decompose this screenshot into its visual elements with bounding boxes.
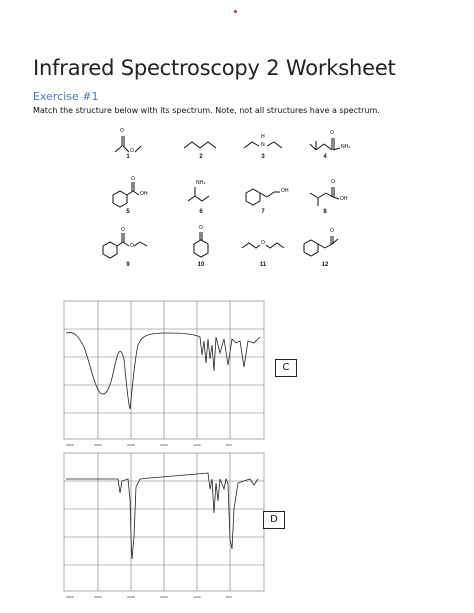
spectrum-c-label: C bbox=[275, 359, 297, 377]
svg-text:2000: 2000 bbox=[127, 443, 135, 447]
atom-label: O bbox=[330, 130, 334, 136]
svg-text:1600: 1600 bbox=[160, 595, 168, 599]
instructions: Match the structure below with its spectrum. Note, not all structures have a spectrum. bbox=[33, 106, 380, 115]
structure-number: 8 bbox=[323, 209, 327, 215]
structure-number: 5 bbox=[126, 209, 130, 215]
structure-number: 3 bbox=[261, 154, 265, 160]
exercise-heading: Exercise #1 bbox=[33, 90, 99, 103]
atom-label: O bbox=[261, 240, 265, 246]
structure-number: 11 bbox=[259, 262, 267, 268]
svg-text:800: 800 bbox=[226, 443, 232, 447]
atom-label: OH bbox=[140, 191, 148, 197]
structure-5 bbox=[93, 175, 163, 235]
svg-text:800: 800 bbox=[226, 595, 232, 599]
svg-text:1200: 1200 bbox=[193, 443, 201, 447]
spectrum-d-label: D bbox=[263, 511, 285, 529]
atom-label: O bbox=[330, 228, 334, 234]
ir-spectrum-d bbox=[58, 449, 270, 603]
page-title: Infrared Spectroscopy 2 Worksheet bbox=[33, 56, 396, 80]
atom-label: O bbox=[120, 128, 124, 134]
atom-label: O bbox=[130, 148, 134, 154]
structure-number: 1 bbox=[126, 154, 130, 160]
structure-number: 9 bbox=[126, 262, 130, 268]
svg-text:3000: 3000 bbox=[94, 595, 102, 599]
structure-10 bbox=[166, 225, 236, 288]
ir-spectrum-c bbox=[58, 297, 270, 449]
svg-text:4000: 4000 bbox=[66, 443, 74, 447]
svg-text:2000: 2000 bbox=[127, 595, 135, 599]
atom-label: OH bbox=[281, 188, 289, 194]
structure-number: 12 bbox=[321, 262, 329, 268]
structure-7 bbox=[228, 175, 298, 235]
structure-number: 2 bbox=[199, 154, 203, 160]
svg-text:3000: 3000 bbox=[94, 443, 102, 447]
atom-label: NH₂ bbox=[196, 180, 206, 186]
atom-label: NH₂ bbox=[341, 144, 351, 150]
atom-label: O bbox=[121, 227, 125, 233]
mark-dot bbox=[234, 10, 237, 13]
structure-number: 4 bbox=[323, 154, 327, 160]
svg-text:1600: 1600 bbox=[160, 443, 168, 447]
atom-label: N bbox=[261, 142, 265, 148]
structure-number: 6 bbox=[199, 209, 203, 215]
atom-label: H bbox=[261, 134, 265, 140]
structure-9 bbox=[93, 228, 163, 288]
atom-label: OH bbox=[340, 196, 348, 202]
svg-text:4000: 4000 bbox=[66, 595, 74, 599]
structure-8 bbox=[290, 175, 360, 235]
structure-11 bbox=[228, 228, 298, 288]
structure-12 bbox=[290, 228, 360, 288]
atom-label: O bbox=[199, 225, 203, 231]
structure-number: 10 bbox=[197, 262, 205, 268]
atom-label: O bbox=[331, 179, 335, 185]
svg-text:1200: 1200 bbox=[193, 595, 201, 599]
structure-number: 7 bbox=[261, 209, 265, 215]
atom-label: O bbox=[130, 243, 134, 249]
atom-label: O bbox=[131, 176, 135, 182]
